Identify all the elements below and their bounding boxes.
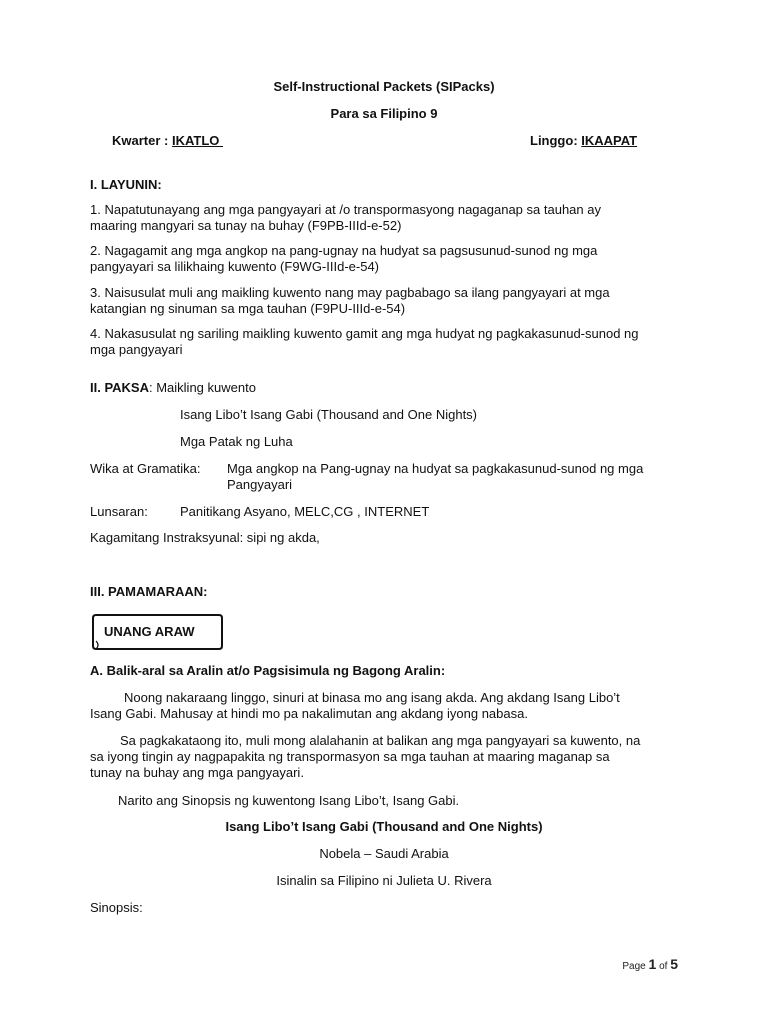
of-word: of — [659, 961, 668, 972]
paksa-heading: II. PAKSA — [90, 380, 149, 395]
layunin-item-line: maaring mangyari sa tunay na buhay (F9PB-IIId-e-52) — [90, 218, 402, 233]
document-title: Self-Instructional Packets (SIPacks) — [273, 79, 495, 94]
wika-value — [227, 461, 677, 493]
paksa-row — [90, 380, 256, 396]
document-subtitle: Para sa Filipino 9 — [330, 106, 438, 121]
linggo-row — [530, 133, 637, 149]
paragraph-line: Sa pagkakataong ito, muli mong alalahanin at balikan ang mga pangyayari sa kuwento, na — [120, 733, 641, 748]
page-number — [622, 956, 678, 975]
layunin-item-line: pangyayari sa lilikhaing kuwento (F9WG-IIId-e-54) — [90, 259, 380, 274]
layunin-item-line: 3. Naisusulat muli ang maikling kuwento nang may pagbabago sa ilang pangyayari at mga — [90, 285, 610, 300]
kagamitan-text: Kagamitang Instraksyunal: sipi ng akda, — [90, 530, 320, 545]
kwarter-value: IKATLO — [171, 133, 220, 148]
paragraph-line: tunay na buhay ang mga pangyayari. — [90, 765, 304, 780]
paragraph-3: Narito ang Sinopsis ng kuwentong Isang Libo’t, Isang Gabi. — [118, 793, 460, 808]
layunin-item-line: 2. Nagagamit ang mga angkop na pang-ugnay na hudyat sa pagsusunud-sunod ng mga — [90, 243, 598, 258]
layunin-item — [90, 202, 678, 234]
kwarter-label: Kwarter : — [112, 133, 169, 148]
lunsaran-value: Panitikang Asyano, MELC,CG , INTERNET — [180, 504, 430, 519]
unang-araw-label: UNANG ARAW — [104, 624, 195, 639]
story-translator: Isinalin sa Filipino ni Julieta U. Rivera — [276, 873, 492, 888]
unang-araw-banner — [91, 613, 223, 649]
page-current: 1 — [648, 956, 657, 972]
page-total: 5 — [670, 956, 678, 972]
layunin-item-line: 4. Nakasusulat ng sariling maikling kuwento gamit ang mga hudyat ng pagkakasunud-sunod ng — [90, 326, 639, 341]
layunin-item — [90, 243, 678, 275]
wika-value-line: Mga angkop na Pang-ugnay na hudyat sa pagkakasunud-sunod ng mga — [227, 461, 644, 476]
sinopsis-label: Sinopsis: — [90, 900, 143, 915]
paragraph-line: sa iyong tingin ay nagpapakita ng transpormasyon sa mga tauhan at maaring maganap sa — [90, 749, 610, 764]
paksa-story-subtitle: Mga Patak ng Luha — [180, 434, 293, 449]
story-genre: Nobela – Saudi Arabia — [319, 846, 449, 861]
wika-value-line: Pangyayari — [227, 477, 293, 492]
layunin-item — [90, 326, 678, 358]
pamamaraan-heading: III. PAMAMARAAN: — [90, 584, 208, 599]
page-word: Page — [622, 961, 646, 972]
paragraph-line: Isang Gabi. Mahusay at hindi mo pa nakalimutan ang akdang iyong nabasa. — [90, 706, 528, 721]
layunin-heading: I. LAYUNIN: — [90, 177, 162, 192]
paragraph-2 — [90, 733, 678, 781]
paragraph-line: Noong nakaraang linggo, sinuri at binasa mo ang isang akda. Ang akdang Isang Libo’t — [124, 690, 620, 705]
layunin-item — [90, 285, 678, 317]
linggo-value: IKAAPAT — [581, 133, 638, 148]
paragraph-1 — [90, 690, 678, 722]
layunin-item-line: 1. Napatutunayang ang mga pangyayari at /o transpormasyong nagaganap sa tauhan ay — [90, 202, 601, 217]
linggo-label: Linggo: — [530, 133, 578, 148]
layunin-item-line: katangian ng sinuman sa mga tauhan (F9PU-IIId-e-54) — [90, 301, 406, 316]
kwarter-row — [112, 133, 223, 149]
lunsaran-label: Lunsaran: — [90, 504, 148, 519]
wika-label: Wika at Gramatika: — [90, 461, 201, 476]
paksa-value: : Maikling kuwento — [149, 380, 256, 395]
paksa-story-title: Isang Libo’t Isang Gabi (Thousand and One Nights) — [180, 407, 478, 422]
layunin-item-line: mga pangyayari — [90, 342, 183, 357]
story-title: Isang Libo’t Isang Gabi (Thousand and One Nights) — [225, 819, 543, 834]
balik-aral-heading: A. Balik-aral sa Aralin at/o Pagsisimula ng Bagong Aralin: — [90, 663, 446, 678]
